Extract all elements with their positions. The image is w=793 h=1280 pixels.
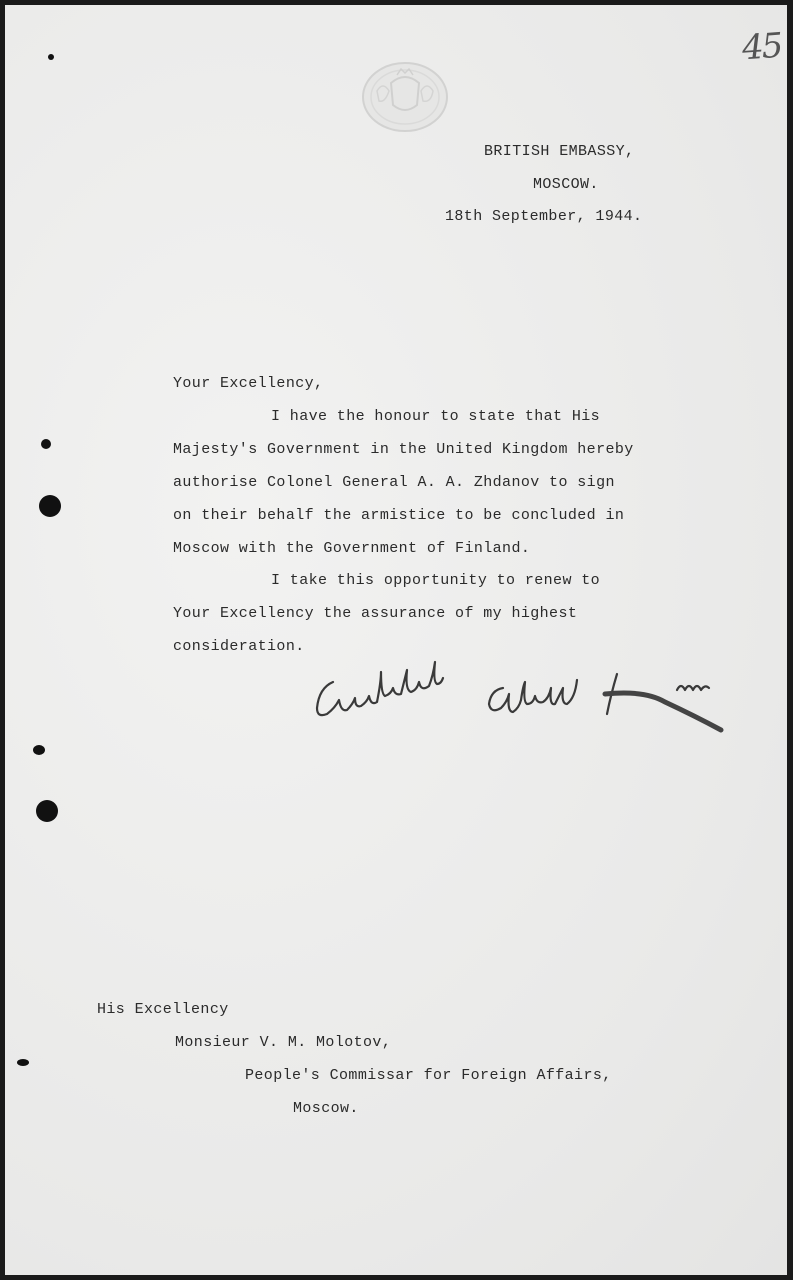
page-number: 45	[740, 25, 783, 69]
punch-mark	[33, 745, 45, 755]
punch-mark	[48, 54, 54, 60]
addressee-line: His Excellency	[97, 1001, 229, 1018]
letterhead-embassy: BRITISH EMBASSY,	[484, 143, 635, 160]
body-line: consideration.	[173, 638, 305, 655]
body-line: I have the honour to state that His	[271, 408, 601, 425]
punch-mark	[41, 439, 51, 449]
punch-hole	[36, 800, 58, 822]
document-page	[5, 5, 787, 1275]
body-line: Moscow with the Government of Finland.	[173, 540, 531, 557]
letter-date: 18th September, 1944.	[445, 208, 643, 225]
body-line: Majesty's Government in the United Kingdom hereby	[173, 441, 634, 458]
addressee-line: Monsieur V. M. Molotov,	[175, 1034, 392, 1051]
body-line: on their behalf the armistice to be concluded in	[173, 507, 625, 524]
punch-mark	[17, 1059, 29, 1066]
addressee-line: People's Commissar for Foreign Affairs,	[245, 1067, 612, 1084]
signature-icon	[305, 660, 735, 750]
body-line: authorise Colonel General A. A. Zhdanov to sign	[173, 474, 615, 491]
body-line: I take this opportunity to renew to	[271, 572, 601, 589]
punch-hole	[39, 495, 61, 517]
crest-icon	[361, 61, 449, 133]
salutation: Your Excellency,	[173, 375, 324, 392]
letterhead-city: MOSCOW.	[533, 176, 599, 193]
addressee-line: Moscow.	[293, 1100, 359, 1117]
body-line: Your Excellency the assurance of my highest	[173, 605, 578, 622]
